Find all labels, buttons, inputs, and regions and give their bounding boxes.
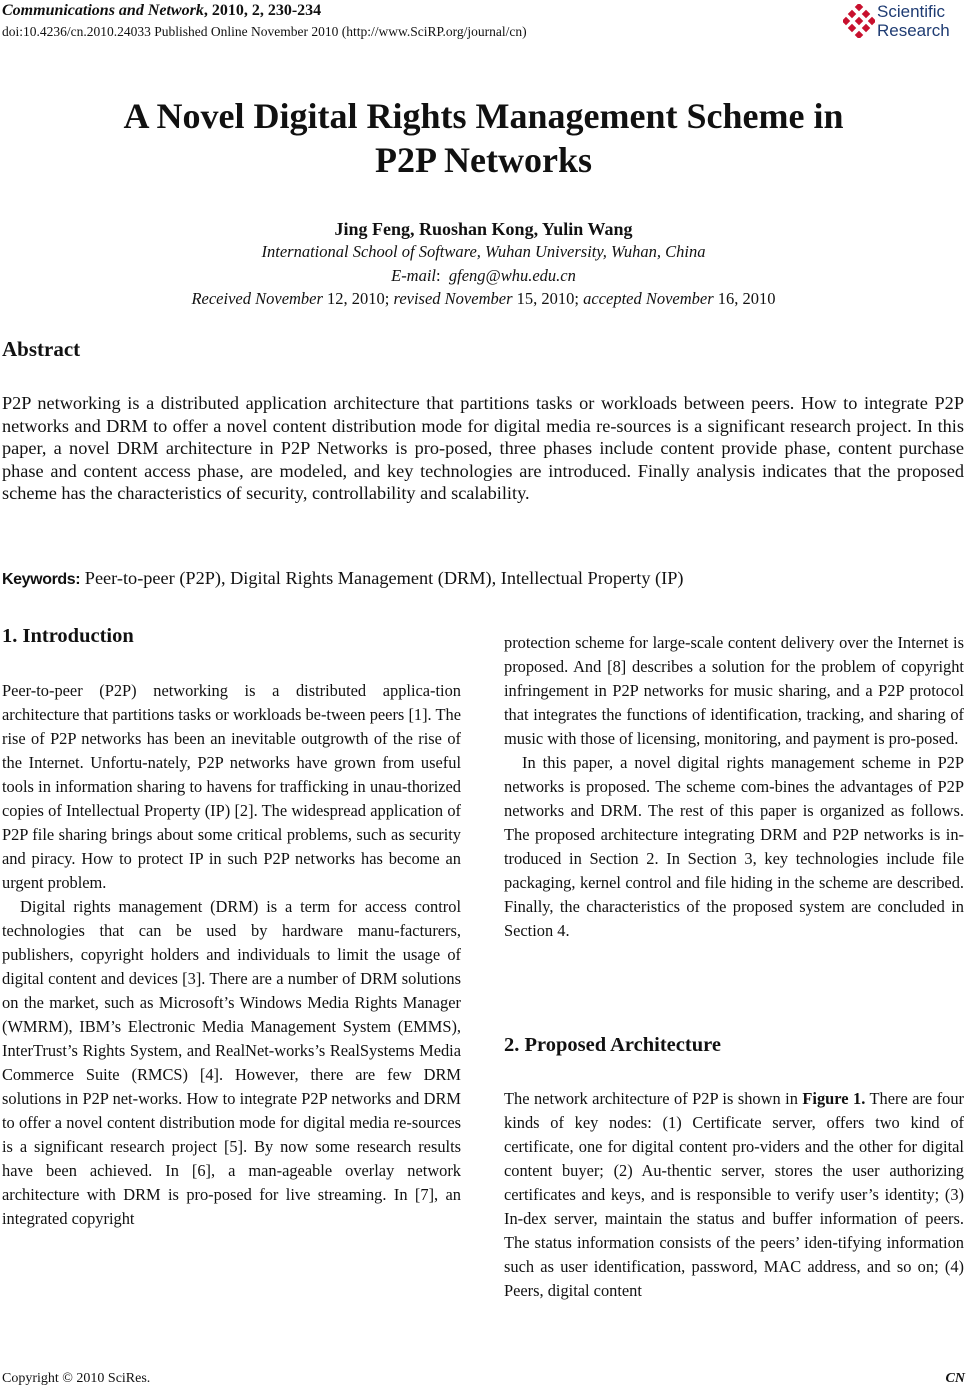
intro-paragraph-1: Peer-to-peer (P2P) networking is a distributed applica-tion architecture that partitions tasks or workloads be-tween peers [1]. The rise of P2P networks has been an inevitable outgrowth of the rise of the Internet. Unfortu-nately, P2P networks have grown from useful tools in information sharing to havens for trafficking in unau-thorized copies of Intellectual Property (IP) [2]. The widespread application of P2P file sharing brings about some critical problems, such as security and piracy. How to protect IP in such P2P networks has become an urgent problem. [2, 681, 461, 892]
copyright-footer: Copyright © 2010 SciRes. [2, 1371, 151, 1386]
abstract-text: P2P networking is a distributed application architecture that partitions tasks or workloads between peers. How to integrate P2P networks and DRM to offer a novel content distribution mode for digital media re-sources is a significant research project. In this paper, a novel DRM architecture in P2P Networks is pro-posed, three phases include content provide phase, content purchase phase and content access phase, are modeled, and key technologies are introduced. Finally analysis indicates that the proposed scheme has the characteristics of security, controllability and scalability. [2, 393, 964, 504]
email-address: gfeng@whu.edu.cn [448, 266, 576, 285]
accepted-date: 16, 2010 [713, 289, 776, 308]
received-line [0, 289, 967, 309]
section-2-body [504, 1087, 964, 1303]
revised-label: revised November [393, 289, 513, 308]
logo-line2: Research [877, 21, 950, 40]
intro-paragraph-3: protection scheme for large-scale content delivery over the Internet is proposed. And [8] describes a solution for the problem of copyright infringement in P2P networks for music sharing, and a P2P protocol that integrates the functions of identification, tracking, and sharing of music with those of licensing, monitoring, and payment is pro-posed. [504, 633, 964, 748]
abstract-heading: Abstract [2, 337, 81, 361]
journal-name: Communications and Network [2, 2, 204, 19]
left-column-body [2, 679, 461, 1231]
revised-date: 15, 2010; [512, 289, 584, 308]
section-2-heading: 2. Proposed Architecture [504, 1034, 721, 1056]
paper-title [0, 94, 967, 182]
journal-abbreviation: CN [945, 1371, 965, 1386]
publisher-logo [843, 2, 965, 44]
logo-mark-icon [843, 4, 875, 38]
intro-paragraph-2: Digital rights management (DRM) is a term for access control technologies that can be used by hardware manu-facturers, publishers, copyright holders and individuals to limit the usage of digital content and devices [3]. There are a number of DRM solutions on the market, such as Microsoft’s Windows Media Rights Manager (WMRM), IBM’s Electronic Media Management System (EMMS), InterTrust’s Rights System, and RealNet-works’s RealSystems Media Commerce Suite (RMCS) [4]. However, there are few DRM solutions in P2P net-works. How to integrate P2P networks and DRM to offer a novel content distribution mode for digital media re-sources is a significant research project [5]. By now some research results have been achieved. In [6], a man-ageable overlay network architecture with DRM is pro-posed for live streaming. In [7], an integrated copyright [2, 897, 461, 1228]
journal-line [2, 2, 321, 20]
accepted-label: accepted November [583, 289, 714, 308]
architecture-text-start: The network architecture of P2P is shown in [504, 1089, 803, 1108]
title-line1: A Novel Digital Rights Management Scheme in [123, 96, 844, 136]
figure-1-reference[interactable]: Figure 1. [802, 1089, 866, 1108]
authors: Jing Feng, Ruoshan Kong, Yulin Wang [334, 219, 633, 239]
affiliation: International School of Software, Wuhan University, Wuhan, China [261, 242, 706, 261]
received-date: 12, 2010; [322, 289, 394, 308]
keywords-line [2, 568, 683, 589]
keywords-text: Peer-to-peer (P2P), Digital Rights Management (DRM), Intellectual Property (IP) [80, 568, 684, 588]
architecture-text-rest: There are four kinds of key nodes: (1) Certificate server, offers two kind of certificate, one for digital content pro-viders and the other for digital content buyer; (2) Au-thentic server, stores the user authorizing certificates and keys, and is responsible to verify user’s identity; (3) In-dex server, maintain the status and buffer information of peers. The status information consists of the peers’ iden-tifying information such as user identification, password, MAC address, and so on; (4) Peers, digital content [504, 1089, 965, 1300]
logo-line1: Scientific [877, 2, 946, 21]
intro-paragraph-4: In this paper, a novel digital rights management scheme in P2P networks is proposed. The scheme com-bines the advantages of P2P networks and DRM. The rest of this paper is organized as follows. The proposed architecture integrating DRM and P2P networks is in-troduced in Section 2. In Section 3, key technologies include file packaging, kernel control and file hiding in the scheme are described. Finally, the characteristics of the proposed system are concluded in Section 4. [504, 753, 964, 940]
doi-line: doi:10.4236/cn.2010.24033 Published Online November 2010 (http://www.SciRP.org/journal/cn) [2, 24, 527, 39]
received-label: Received November [191, 289, 323, 308]
right-column-body [504, 631, 964, 943]
email-line: E-mail: gfeng@whu.edu.cn [391, 266, 576, 285]
architecture-paragraph [504, 1087, 964, 1303]
section-1-heading: 1. Introduction [2, 625, 134, 647]
keywords-label: Keywords: [2, 571, 81, 588]
logo-text [877, 2, 950, 40]
email-label: E-mail [391, 266, 437, 285]
title-line2: P2P Networks [375, 140, 592, 180]
journal-volume: , 2010, 2, 230-234 [203, 2, 322, 19]
